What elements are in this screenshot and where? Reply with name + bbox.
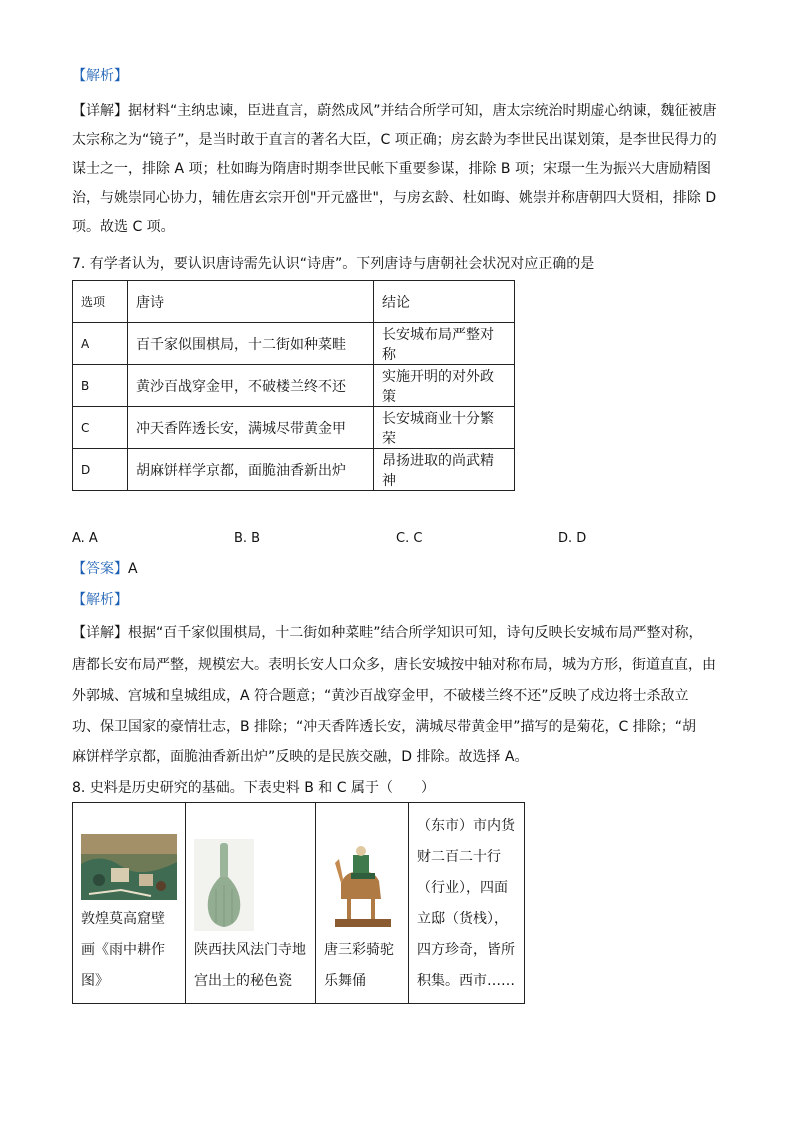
analysis-line: 麻饼样学京都，面脆油香新出炉”反映的是民族交融，D 排除。故选择 A。 [72,749,529,765]
answer-line [72,559,722,579]
cell-text: 乐舞俑 [324,973,366,989]
analysis-line: 唐都长安布局严整，规模宏大。表明长安人口众多，唐长安城按中轴对称布局，城为方形，街道直直，由 [72,657,716,673]
analysis-line: 谋士之一，排除 A 项；杜如晦为隋唐时期李世民帐下重要参谋，排除 B 项；宋璟一生为振兴大唐励精图 [72,161,711,177]
option-letter: B [73,365,128,407]
cell-text: 陕西扶风法门寺地 [194,942,306,958]
analysis-line: 【详解】根据“百千家似围棋局，十二街如种菜畦”结合所学知识可知，诗句反映长安城布局严整对称， [72,625,703,641]
option-d: D. D [558,531,587,546]
option-letter: A [73,323,128,365]
header-cell: 选项 [73,281,128,323]
table-row [73,323,515,365]
option-b: B. B [234,531,261,546]
source-d-cell [409,803,525,1004]
cell-text: 宫出土的秘色瓷 [194,973,292,989]
cell-text: 图》 [81,973,109,989]
analysis-line: 外郭城、宫城和皇城组成，A 符合题意；“黄沙百战穿金甲，不破楼兰终不还”反映了戍边将士杀敌立 [72,688,689,704]
analysis-line: 【详解】据材料“主纳忠谏，臣进直言，蔚然成风”并结合所学可知，唐太宗统治时期虚心纳谏，魏征被唐 [72,103,717,119]
answer-tag: 【答案】 [72,561,128,577]
cell-text: 积集。西市…… [417,973,515,989]
cell-text: 立邸（货栈）， [417,911,508,927]
cell-text: 画《雨中耕作 [81,942,165,958]
option-a: A. A [72,531,98,546]
conclusion-cell: 昂扬进取的尚武精神 [374,449,515,491]
celadon-vase-icon [194,839,254,931]
poem-cell: 百千家似围棋局，十二街如种菜畦 [128,323,374,365]
table-row [73,407,515,449]
poem-cell: 冲天香阵透长安，满城尽带黄金甲 [128,407,374,449]
answer-value: A [128,561,138,577]
analysis-line: 功、保卫国家的豪情壮志，B 排除；“冲天香阵透长安，满城尽带黄金甲”描写的是菊花，C 排除；“胡 [72,719,697,735]
option-letter: D [73,449,128,491]
table-row [73,803,525,1004]
q8-stem: 8. 史料是历史研究的基础。下表史料 B 和 C 属于（ ） [72,780,435,796]
q8-table [72,802,525,1004]
cell-text: （东市）市内货 [417,818,515,834]
table-row [73,449,515,491]
cell-text: 四方珍奇，皆所 [417,942,515,958]
analysis-line: 项。故选 C 项。 [72,219,175,235]
header-cell: 结论 [374,281,515,323]
analysis-line: 太宗称之为“镜子”，是当时敢于直言的著名大臣，C 项正确；房玄龄为李世民出谋划策，是李世民得力的 [72,132,717,148]
conclusion-cell: 实施开明的对外政策 [374,365,515,407]
source-a-cell [73,803,186,1004]
poem-cell: 胡麻饼样学京都，面脆油香新出炉 [128,449,374,491]
camel-figurine-icon [327,839,397,931]
analysis-heading: 【解析】 [72,68,128,84]
poem-cell: 黄沙百战穿金甲，不破楼兰终不还 [128,365,374,407]
cell-text: 财二百二十行 [417,849,501,865]
conclusion-cell: 长安城布局严整对称 [374,323,515,365]
analysis-line: 治，与姚崇同心协力，辅佐唐玄宗开创"开元盛世"，与房玄龄、杜如晦、姚崇并称唐朝四大贤相，排除 D [72,190,717,206]
q7-table [72,280,515,491]
table-header-row [73,281,515,323]
source-c-cell [316,803,409,1004]
cell-text: 唐三彩骑驼 [324,942,394,958]
conclusion-cell: 长安城商业十分繁荣 [374,407,515,449]
cell-text: （行业），四面 [417,880,508,896]
mural-image-icon [81,834,177,900]
option-letter: C [73,407,128,449]
header-cell: 唐诗 [128,281,374,323]
q7-stem: 7. 有学者认为，要认识唐诗需先认识“诗唐”。下列唐诗与唐朝社会状况对应正确的是 [72,256,595,272]
option-c: C. C [396,531,423,546]
cell-text: 敦煌莫高窟壁 [81,911,165,927]
analysis-heading: 【解析】 [72,592,128,608]
table-row [73,365,515,407]
source-b-cell [186,803,316,1004]
